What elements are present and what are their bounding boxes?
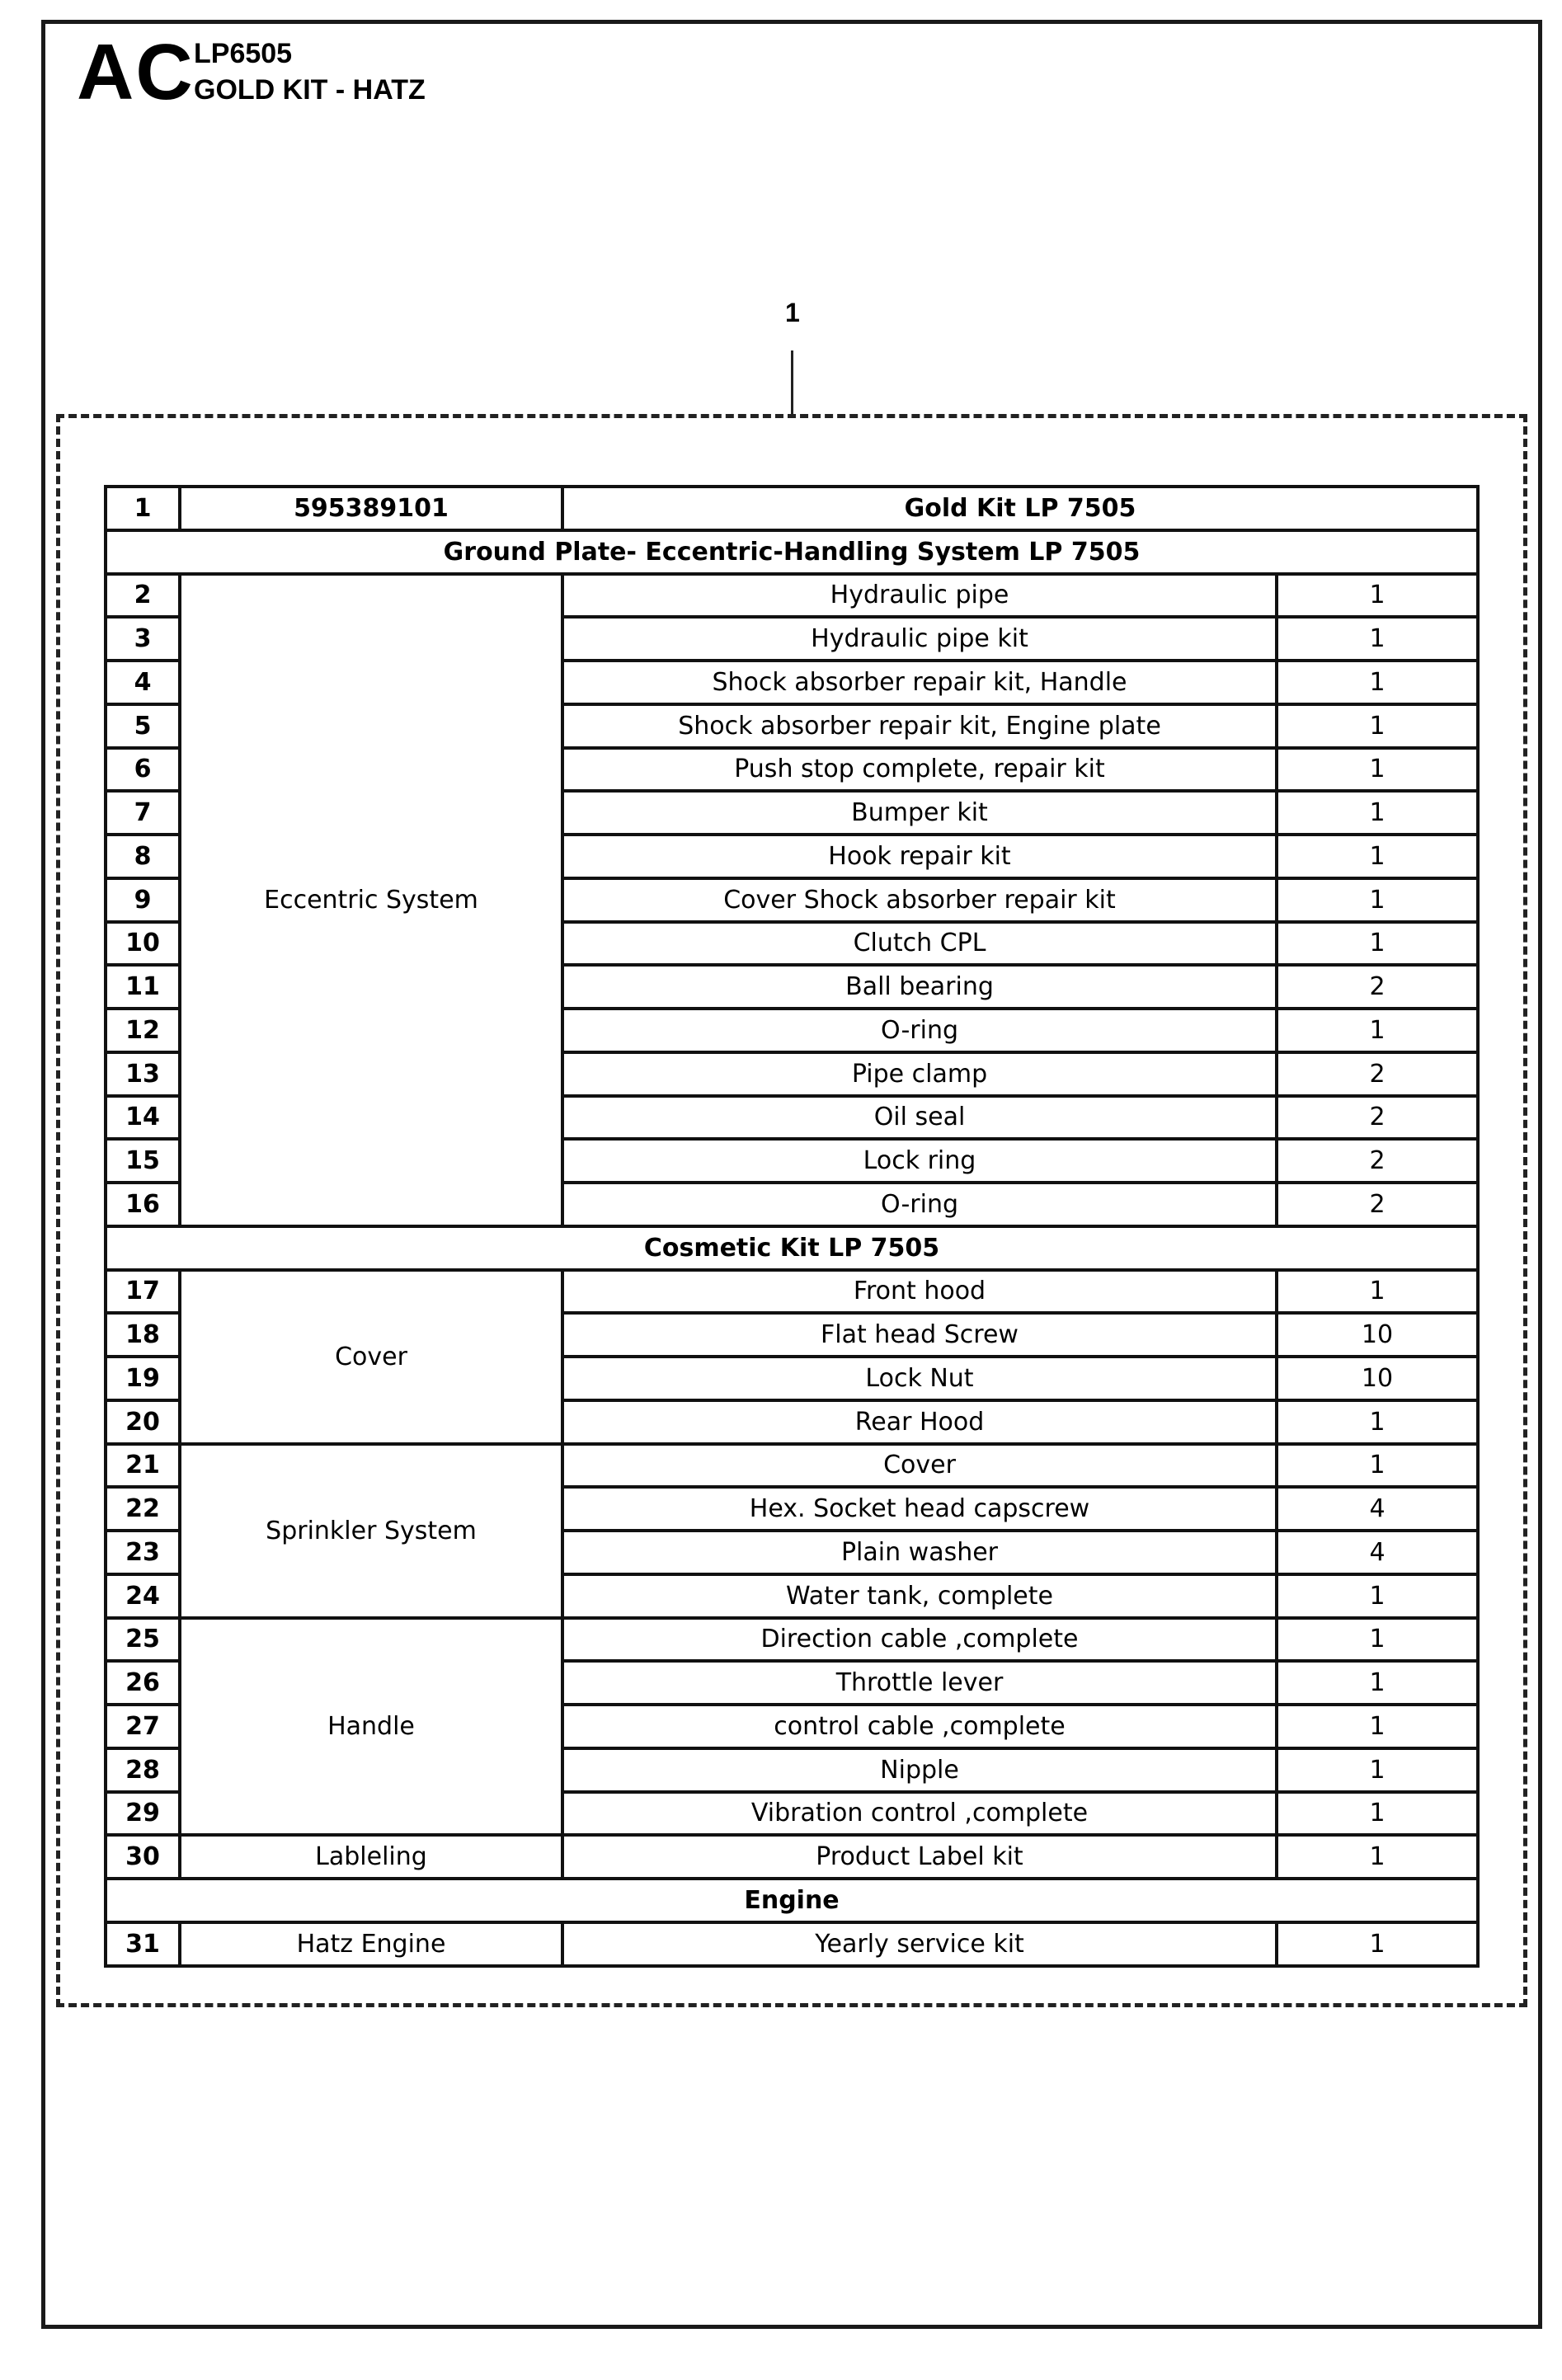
parts-table: [104, 485, 1480, 1968]
category-label: Sprinkler System: [180, 1444, 562, 1618]
item-quantity: 1: [1277, 1705, 1478, 1748]
section-title: Cosmetic Kit LP 7505: [106, 1226, 1478, 1270]
callout-leader-line: [791, 350, 793, 416]
item-quantity: 1: [1277, 1922, 1478, 1966]
table-row: [106, 1922, 1478, 1966]
kit-number: 1: [106, 487, 180, 530]
item-quantity: 2: [1277, 1139, 1478, 1183]
section-header-row: [106, 1226, 1478, 1270]
item-quantity: 1: [1277, 704, 1478, 748]
item-quantity: 1: [1277, 1009, 1478, 1052]
item-number: 2: [106, 574, 180, 618]
item-description: Cover: [562, 1444, 1277, 1488]
item-quantity: 1: [1277, 574, 1478, 618]
item-quantity: 1: [1277, 748, 1478, 792]
category-label: Hatz Engine: [180, 1922, 562, 1966]
item-number: 21: [106, 1444, 180, 1488]
kit-header-row: [106, 487, 1478, 530]
item-description: Push stop complete, repair kit: [562, 748, 1277, 792]
item-quantity: 2: [1277, 1096, 1478, 1140]
item-quantity: 1: [1277, 1748, 1478, 1792]
category-label: Lableling: [180, 1835, 562, 1879]
item-quantity: 1: [1277, 1270, 1478, 1314]
item-quantity: 1: [1277, 617, 1478, 661]
item-description: Plain washer: [562, 1531, 1277, 1574]
item-number: 20: [106, 1400, 180, 1444]
item-number: 22: [106, 1487, 180, 1531]
item-number: 26: [106, 1661, 180, 1705]
item-quantity: 10: [1277, 1313, 1478, 1357]
category-label: Eccentric System: [180, 574, 562, 1226]
item-number: 18: [106, 1313, 180, 1357]
item-description: Pipe clamp: [562, 1052, 1277, 1096]
item-description: Hydraulic pipe: [562, 574, 1277, 618]
item-number: 3: [106, 617, 180, 661]
item-description: O-ring: [562, 1009, 1277, 1052]
item-description: Rear Hood: [562, 1400, 1277, 1444]
item-quantity: 1: [1277, 1444, 1478, 1488]
section-title-ground-plate: Ground Plate- Eccentric-Handling System LP 7505: [106, 530, 1478, 574]
item-number: 13: [106, 1052, 180, 1096]
parts-table-body: [106, 487, 1478, 1966]
model-number: LP6505: [194, 38, 293, 69]
item-number: 9: [106, 878, 180, 922]
item-number: 31: [106, 1922, 180, 1966]
category-label: Handle: [180, 1618, 562, 1836]
item-quantity: 10: [1277, 1357, 1478, 1400]
section-header-row: [106, 530, 1478, 574]
item-description: Hook repair kit: [562, 835, 1277, 878]
item-number: 17: [106, 1270, 180, 1314]
item-description: Front hood: [562, 1270, 1277, 1314]
item-number: 8: [106, 835, 180, 878]
item-quantity: 1: [1277, 1400, 1478, 1444]
item-number: 10: [106, 922, 180, 966]
item-number: 4: [106, 661, 180, 704]
item-description: Lock ring: [562, 1139, 1277, 1183]
item-number: 11: [106, 965, 180, 1009]
item-number: 14: [106, 1096, 180, 1140]
item-number: 12: [106, 1009, 180, 1052]
category-label: Cover: [180, 1270, 562, 1444]
callout-number: 1: [785, 298, 800, 327]
item-description: Throttle lever: [562, 1661, 1277, 1705]
kit-title: Gold Kit LP 7505: [562, 487, 1478, 530]
item-description: Direction cable ,complete: [562, 1618, 1277, 1662]
item-number: 25: [106, 1618, 180, 1662]
item-description: Nipple: [562, 1748, 1277, 1792]
section-header-row: [106, 1879, 1478, 1922]
item-number: 15: [106, 1139, 180, 1183]
table-row: [106, 1444, 1478, 1488]
table-row: [106, 1270, 1478, 1314]
item-quantity: 2: [1277, 1183, 1478, 1226]
item-quantity: 1: [1277, 1574, 1478, 1618]
item-quantity: 2: [1277, 965, 1478, 1009]
item-description: Shock absorber repair kit, Handle: [562, 661, 1277, 704]
item-quantity: 4: [1277, 1487, 1478, 1531]
item-number: 27: [106, 1705, 180, 1748]
item-description: Flat head Screw: [562, 1313, 1277, 1357]
item-number: 30: [106, 1835, 180, 1879]
kit-name: GOLD KIT - HATZ: [194, 74, 426, 106]
item-description: Hydraulic pipe kit: [562, 617, 1277, 661]
item-description: Clutch CPL: [562, 922, 1277, 966]
item-number: 6: [106, 748, 180, 792]
kit-part-number: 595389101: [180, 487, 562, 530]
item-description: Vibration control ,complete: [562, 1792, 1277, 1836]
item-description: Hex. Socket head capscrew: [562, 1487, 1277, 1531]
item-number: 19: [106, 1357, 180, 1400]
section-title: Engine: [106, 1879, 1478, 1922]
item-quantity: 1: [1277, 791, 1478, 835]
table-row: [106, 1618, 1478, 1662]
item-quantity: 1: [1277, 835, 1478, 878]
item-description: Shock absorber repair kit, Engine plate: [562, 704, 1277, 748]
item-number: 28: [106, 1748, 180, 1792]
diagram-code: AC: [77, 28, 195, 116]
item-description: Oil seal: [562, 1096, 1277, 1140]
item-description: Cover Shock absorber repair kit: [562, 878, 1277, 922]
item-number: 5: [106, 704, 180, 748]
item-quantity: 1: [1277, 1661, 1478, 1705]
item-description: Ball bearing: [562, 965, 1277, 1009]
item-number: 23: [106, 1531, 180, 1574]
item-quantity: 1: [1277, 1792, 1478, 1836]
item-quantity: 1: [1277, 1618, 1478, 1662]
item-quantity: 1: [1277, 661, 1478, 704]
item-quantity: 1: [1277, 1835, 1478, 1879]
item-quantity: 1: [1277, 878, 1478, 922]
item-description: control cable ,complete: [562, 1705, 1277, 1748]
item-description: Yearly service kit: [562, 1922, 1277, 1966]
item-quantity: 2: [1277, 1052, 1478, 1096]
item-description: Product Label kit: [562, 1835, 1277, 1879]
item-description: Water tank, complete: [562, 1574, 1277, 1618]
table-row: [106, 1835, 1478, 1879]
item-description: O-ring: [562, 1183, 1277, 1226]
item-number: 29: [106, 1792, 180, 1836]
item-quantity: 4: [1277, 1531, 1478, 1574]
item-number: 24: [106, 1574, 180, 1618]
item-number: 7: [106, 791, 180, 835]
item-description: Bumper kit: [562, 791, 1277, 835]
item-quantity: 1: [1277, 922, 1478, 966]
table-row: [106, 574, 1478, 618]
item-number: 16: [106, 1183, 180, 1226]
item-description: Lock Nut: [562, 1357, 1277, 1400]
